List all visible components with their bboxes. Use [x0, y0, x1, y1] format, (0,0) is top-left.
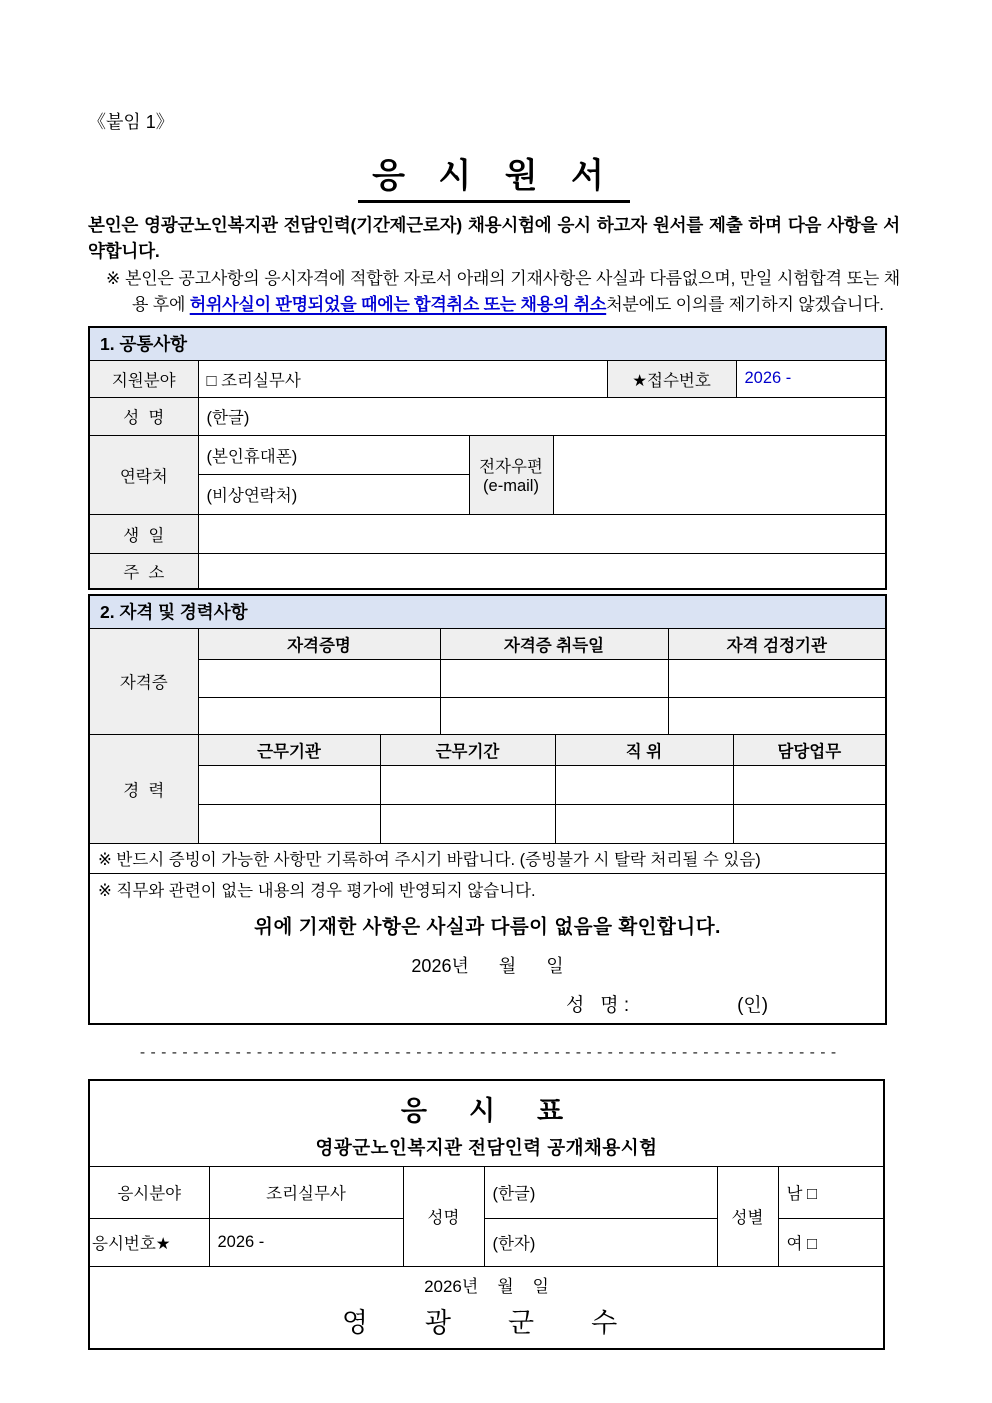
section1-header: 1. 공통사항 — [89, 327, 886, 360]
email-label-line2: (e-mail) — [483, 477, 539, 495]
address-input-cell[interactable] — [198, 553, 886, 589]
ticket-gender-male-cell — [778, 1166, 884, 1218]
certificate-label: 자격증 — [89, 628, 198, 734]
declaration-date: 2026년 월 일 — [411, 955, 564, 976]
cert-col-header-name: 자격증명 — [198, 628, 440, 659]
address-label: 주 소 — [89, 553, 198, 589]
ticket-gender-label: 성별 — [717, 1166, 778, 1266]
confirmation-statement: 위에 기재한 사항은 사실과 다름이 없음을 확인합니다. — [254, 915, 721, 938]
page-title: 응 시 원 서 — [358, 148, 630, 203]
receipt-number-value[interactable]: 2026 - — [736, 360, 886, 397]
signature-line — [98, 990, 877, 1017]
cert-org-cell[interactable] — [668, 697, 886, 734]
career-position-cell[interactable] — [555, 765, 733, 804]
qualification-table — [88, 594, 887, 1025]
field-value-cell[interactable] — [198, 360, 607, 397]
pledge-highlight: 허위사실이 판명되었을 때에는 합격취소 또는 채용의 취소 — [189, 295, 607, 314]
section2-header: 2. 자격 및 경력사항 — [89, 595, 886, 628]
email-input-cell[interactable] — [553, 435, 886, 514]
checkbox-icon[interactable]: □ — [206, 371, 217, 390]
cert-date-cell[interactable] — [440, 697, 668, 734]
exam-ticket-table — [88, 1079, 885, 1350]
ticket-name-label: 성명 — [403, 1166, 484, 1266]
ticket-footer — [89, 1266, 884, 1349]
email-label-line1: 전자우편 — [479, 458, 543, 476]
checkbox-icon[interactable]: □ — [807, 1235, 818, 1253]
ticket-subtitle: 영광군노인복지관 전담인력 공개채용시험 — [315, 1136, 658, 1158]
birth-label: 생 일 — [89, 514, 198, 553]
pledge-text-1: 본인은 공고사항의 응시자격에 적합한 자로서 아래의 기재사항은 사실과 다름없으며, 만일 시험합격 또는 채용 후에 — [124, 269, 900, 314]
career-col-header-org: 근무기관 — [198, 734, 380, 765]
ticket-field-value: 조리실무사 — [209, 1166, 403, 1218]
note-relevance: ※ 직무와 관련이 없는 내용의 경우 평가에 반영되지 않습니다. — [98, 881, 536, 900]
intro-paragraph: 본인은 영광군노인복지관 전담인력(기간제근로자) 채용시험에 응시 하고자 원서를 제출 하며 다음 사항을 서약합니다. — [88, 215, 900, 261]
cert-date-cell[interactable] — [440, 659, 668, 697]
ticket-number-value[interactable]: 2026 - — [209, 1218, 403, 1266]
ticket-field-label: 응시분야 — [89, 1166, 209, 1218]
common-info-table — [88, 326, 887, 590]
pledge-text-2: 처분에도 이의를 제기하지 않겠습니다. — [606, 295, 884, 314]
career-duty-cell[interactable] — [733, 804, 886, 843]
pledge-paragraph — [88, 266, 900, 318]
ticket-name-hangul-cell[interactable]: (한글) — [484, 1166, 717, 1218]
page-content — [88, 0, 900, 1350]
title-wrap — [88, 148, 900, 203]
career-row — [89, 804, 886, 843]
cert-name-cell[interactable] — [198, 659, 440, 697]
checkbox-icon[interactable]: □ — [807, 1185, 818, 1203]
star-icon: ★ — [155, 1235, 171, 1253]
certificate-row — [89, 659, 886, 697]
name-label: 성 명 — [89, 397, 198, 435]
cert-name-cell[interactable] — [198, 697, 440, 734]
cert-org-cell[interactable] — [668, 659, 886, 697]
pledge-marker: ※ — [106, 269, 125, 288]
cert-col-header-org: 자격 검정기관 — [668, 628, 886, 659]
ticket-name-hanja-cell[interactable]: (한자) — [484, 1218, 717, 1266]
ticket-number-label — [89, 1218, 209, 1266]
career-org-cell[interactable] — [198, 765, 380, 804]
career-position-cell[interactable] — [555, 804, 733, 843]
cert-col-header-date: 자격증 취득일 — [440, 628, 668, 659]
birth-input-cell[interactable] — [198, 514, 886, 553]
career-label: 경 력 — [89, 734, 198, 843]
note-proof: ※ 반드시 증빙이 가능한 사항만 기록하여 주시기 바랍니다. (증빙불가 시 탈락 처리될 수 있음) — [89, 843, 886, 873]
emergency-input-cell[interactable]: (비상연락처) — [198, 474, 469, 514]
ticket-issuer: 영 광 군 수 — [341, 1307, 632, 1338]
declaration-cell — [89, 873, 886, 1024]
ticket-gender-female-cell — [778, 1218, 884, 1266]
receipt-number-label — [607, 360, 736, 397]
career-duty-cell[interactable] — [733, 765, 886, 804]
name-input-cell[interactable]: (한글) — [198, 397, 886, 435]
career-col-header-position: 직 위 — [555, 734, 733, 765]
career-row — [89, 765, 886, 804]
ticket-header — [89, 1080, 884, 1167]
career-period-cell[interactable] — [380, 804, 555, 843]
email-label — [469, 435, 553, 514]
star-icon: ★ — [632, 371, 648, 390]
field-value: 조리실무사 — [221, 371, 301, 390]
gender-male-text: 남 — [786, 1185, 803, 1203]
career-col-header-period: 근무기간 — [380, 734, 555, 765]
signature-label: 성 명 : — [566, 994, 630, 1016]
ticket-number-label-text: 응시번호 — [92, 1235, 156, 1253]
receipt-label-text: 접수번호 — [647, 371, 711, 390]
phone-input-cell[interactable]: (본인휴대폰) — [198, 435, 469, 474]
career-col-header-duty: 담당업무 — [733, 734, 886, 765]
gender-female-text: 여 — [786, 1235, 803, 1253]
career-org-cell[interactable] — [198, 804, 380, 843]
ticket-title: 응 시 표 — [400, 1095, 573, 1126]
certificate-row — [89, 697, 886, 734]
ticket-date: 2026년 월 일 — [424, 1276, 549, 1296]
seal-placeholder: (인) — [737, 994, 769, 1016]
cut-line: ------------------------------------------------------------------ — [138, 1046, 840, 1057]
field-label: 지원분야 — [89, 360, 198, 397]
career-period-cell[interactable] — [380, 765, 555, 804]
attachment-label: 《붙임 1》 — [88, 112, 174, 132]
contact-label: 연락처 — [89, 435, 198, 514]
